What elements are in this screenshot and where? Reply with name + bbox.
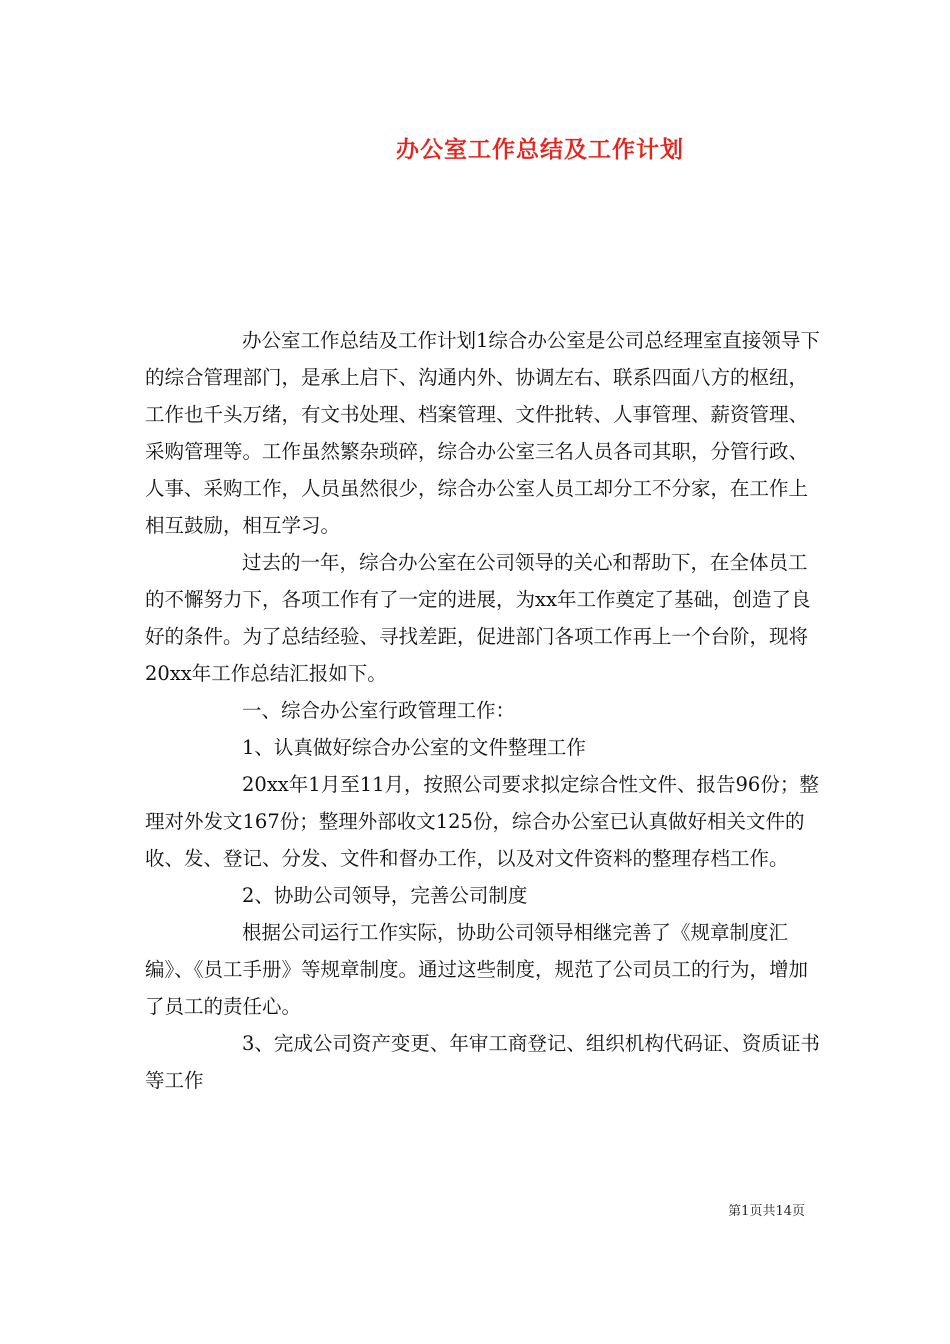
subheading-company-rules: 2、协助公司领导，完善公司制度: [242, 884, 528, 907]
section-heading-admin: 一、综合办公室行政管理工作：: [242, 699, 516, 722]
document-title: 办公室工作总结及工作计划: [396, 136, 684, 163]
paragraph-intro: 办公室工作总结及工作计划1综合办公室是公司总经理室直接领导下的综合管理部门，是承上启下、沟通内外、协调左右、联系四面八方的枢纽，工作也千头万绪，有文书处理、档案管理、文件批转、人事管理、薪资管理、采购管理等。工作虽然繁杂琐碎，综合办公室三名人员各司其职，分管行政、人事、采购工作，人员虽然很少，综合办公室人员工却分工不分家，在工作上相互鼓励，相互学习。: [145, 329, 820, 537]
document-body: [145, 322, 820, 1099]
subheading-asset-change: 3、完成公司资产变更、年审工商登记、组织机构代码证、资质证书等工作: [145, 1032, 820, 1092]
paragraph-company-rules: 根据公司运行工作实际，协助公司领导相继完善了《规章制度汇编》、《员工手册》等规章制度。通过这些制度，规范了公司员工的行为，增加了员工的责任心。: [145, 921, 809, 1018]
paragraph-file-stats: 20xx年1月至11月，按照公司要求拟定综合性文件、报告96份；整理对外发文167份；整理外部收文125份，综合办公室已认真做好相关文件的收、发、登记、分发、文件和督办工作，以及对文件资料的整理存档工作。: [145, 773, 819, 870]
page-number: 第1页共14页: [728, 1204, 805, 1219]
subheading-file-work: 1、认真做好综合办公室的文件整理工作: [242, 736, 586, 759]
paragraph-review: 过去的一年，综合办公室在公司领导的关心和帮助下，在全体员工的不懈努力下，各项工作有了一定的进展，为xx年工作奠定了基础，创造了良好的条件。为了总结经验、寻找差距，促进部门各项工作再上一个台阶，现将20xx年工作总结汇报如下。: [145, 551, 811, 685]
